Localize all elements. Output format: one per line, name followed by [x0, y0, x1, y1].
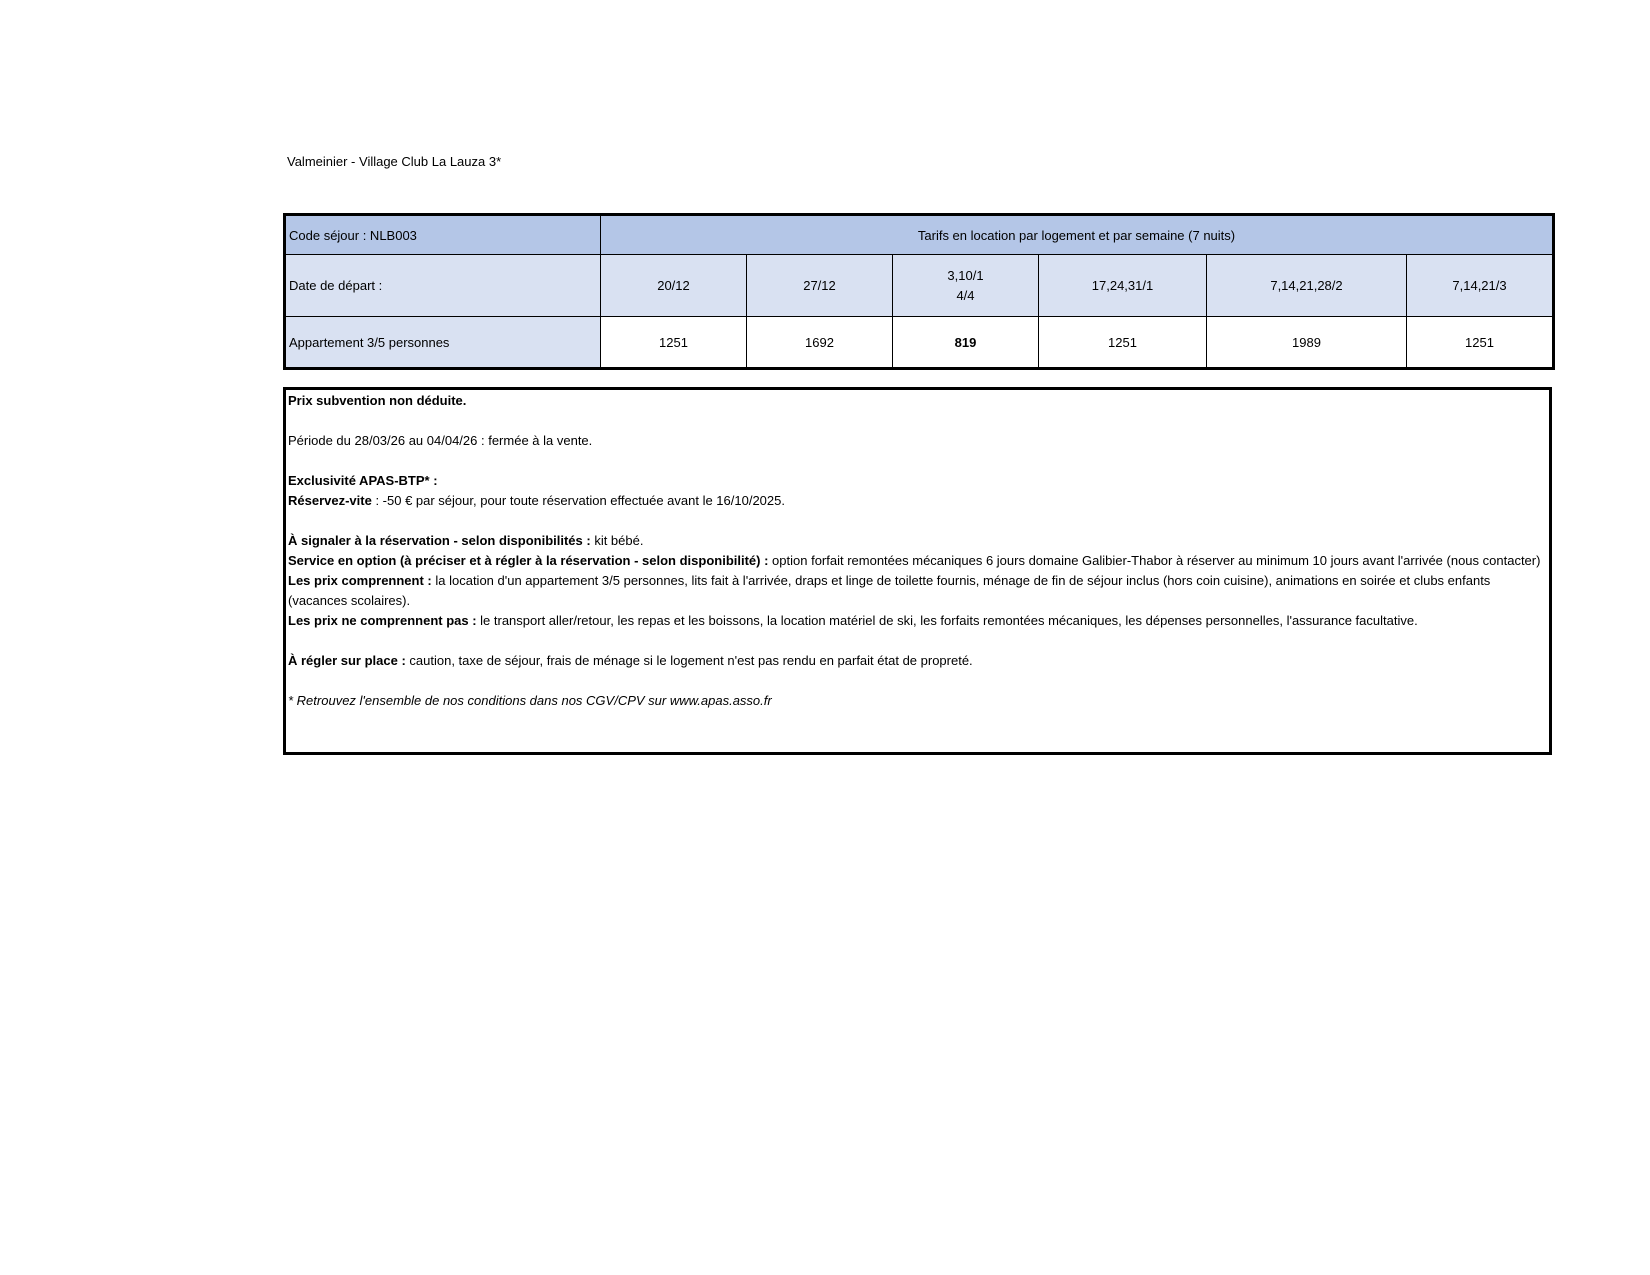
apartment-label: Appartement 3/5 personnes: [285, 317, 601, 369]
note-service: Service en option (à préciser et à régler à la réservation - selon disponibilité) : option forfait remontées mécaniques 6 jours domaine Galibier-Thabor à réserver au minimum 10 jours avant l'arrivée (nous contacter): [288, 553, 1541, 568]
note-signaler: À signaler à la réservation - selon disponibilités : kit bébé.: [288, 533, 644, 548]
price-cell: 1989: [1207, 317, 1407, 369]
notes-box: [283, 387, 1552, 755]
table-dates-row: [285, 255, 1554, 317]
price-cell: 1251: [601, 317, 747, 369]
tarif-table: [283, 213, 1555, 370]
note-periode: Période du 28/03/26 au 04/04/26 : fermée à la vente.: [288, 433, 593, 448]
table-header-row: [285, 215, 1554, 255]
note-regler: À régler sur place : caution, taxe de séjour, frais de ménage si le logement n'est pas rendu en parfait état de propreté.: [288, 653, 973, 668]
date-depart-label: Date de départ :: [285, 255, 601, 317]
note-reservez: Réservez-vite : -50 € par séjour, pour toute réservation effectuée avant le 16/10/2025.: [288, 493, 785, 508]
price-cell-highlight: 819: [893, 317, 1039, 369]
note-subvention: Prix subvention non déduite.: [288, 393, 467, 408]
note-ne-comprennent: Les prix ne comprennent pas : le transport aller/retour, les repas et les boissons, la location matériel de ski, les forfaits remontées mécaniques, les dépenses personnelles, l'assurance facultative.: [288, 613, 1418, 628]
date-cell: 3,10/1 4/4: [893, 255, 1039, 317]
date-cell: 7,14,21,28/2: [1207, 255, 1407, 317]
page-title: Valmeinier - Village Club La Lauza 3*: [287, 154, 502, 169]
note-exclusivite: Exclusivité APAS-BTP* :: [288, 473, 438, 488]
date-cell: 20/12: [601, 255, 747, 317]
date-cell: 27/12: [747, 255, 893, 317]
price-cell: 1692: [747, 317, 893, 369]
code-sejour-cell: Code séjour : NLB003: [285, 215, 601, 255]
date-cell: 17,24,31/1: [1039, 255, 1207, 317]
date-cell: 7,14,21/3: [1407, 255, 1554, 317]
note-conditions: * Retrouvez l'ensemble de nos conditions dans nos CGV/CPV sur www.apas.asso.fr: [288, 693, 772, 708]
price-cell: 1251: [1407, 317, 1554, 369]
price-cell: 1251: [1039, 317, 1207, 369]
tarif-header-cell: Tarifs en location par logement et par semaine (7 nuits): [601, 215, 1554, 255]
table-price-row: [285, 317, 1554, 369]
note-comprennent: Les prix comprennent : la location d'un appartement 3/5 personnes, lits fait à l'arrivée, draps et linge de toilette fournis, ménage de fin de séjour inclus (hors coin cuisine), animations en soirée et clubs enfants (vacances scolaires).: [288, 573, 1491, 608]
